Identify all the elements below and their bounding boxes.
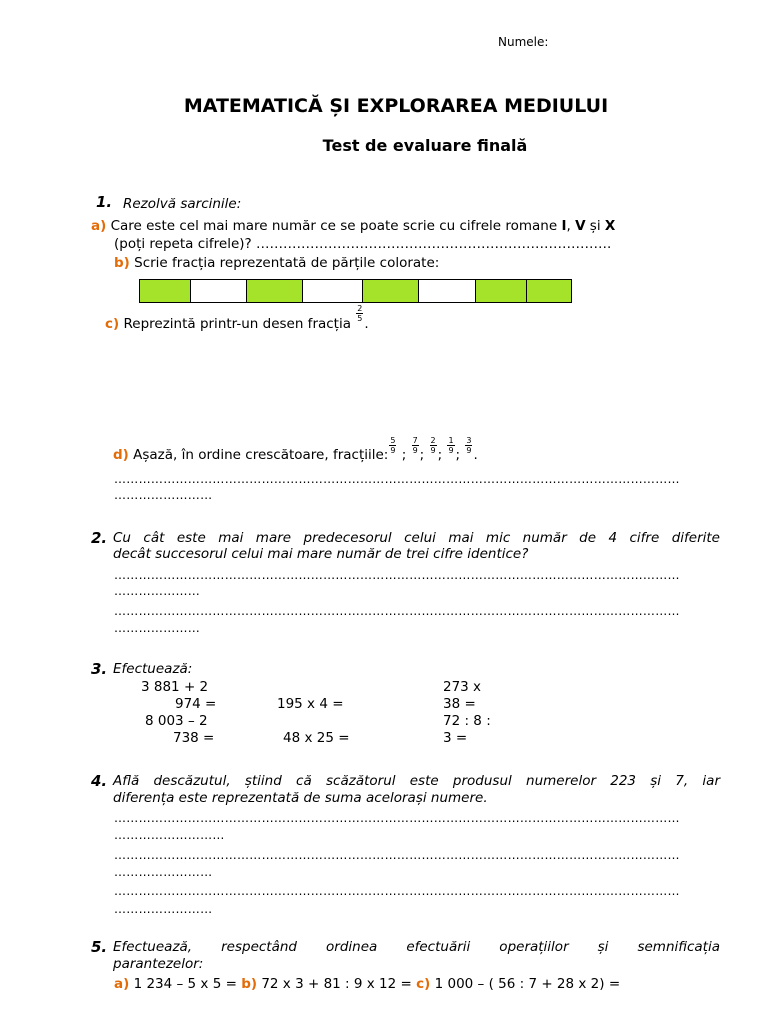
q5b-expr: 72 x 3 + 81 : 9 x 12 = [257, 976, 417, 992]
q4-answer-line-1[interactable]: ………………………………………………………………………………………………………………………… [114, 811, 680, 825]
q1c-label: c) [105, 316, 120, 332]
strip-cell-1 [140, 280, 191, 302]
q2-answer-line-3[interactable]: ………………………………………………………………………………………………………………………… [114, 604, 680, 618]
q4-answer-line-2[interactable]: ……………………… [114, 828, 225, 842]
q1c-line: c) Reprezintă printr-un desen fracția $\frac{2}{5}$ . [105, 304, 369, 332]
q2-number: 2. [91, 529, 108, 547]
q1a-label: a) [91, 218, 107, 234]
strip-cell-8 [527, 280, 571, 302]
q4-answer-line-4[interactable]: …………………… [114, 865, 213, 879]
q1d-text: Așază, în ordine crescătoare, fracțiile: [133, 447, 389, 463]
q4-answer-line-3[interactable]: ………………………………………………………………………………………………………………………… [114, 848, 680, 862]
q2-line2: decât succesorul celui mai mare număr de trei cifre identice? [113, 546, 529, 562]
q3-col1-line1: 3 881 + 2 [141, 679, 209, 695]
fraction-3: $\frac{2}{9}$ [430, 435, 436, 455]
q2-answer-line-1[interactable]: ………………………………………………………………………………………………………………………… [114, 568, 680, 582]
name-label: Numele: [498, 35, 549, 49]
q1b-label: b) [114, 255, 130, 271]
q5a-expr: 1 234 – 5 x 5 = [129, 976, 242, 992]
roman-v: V [575, 218, 586, 234]
strip-cell-7 [476, 280, 527, 302]
strip-cell-6 [419, 280, 476, 302]
q5b-label: b) [241, 976, 258, 992]
q4-number: 4. [91, 772, 108, 790]
fraction-4: $\frac{1}{9}$ [448, 435, 454, 455]
q3-col2-line1: 195 x 4 = [277, 696, 344, 712]
q2-answer-line-2[interactable]: ………………… [114, 584, 201, 598]
q3-col2-line2: 48 x 25 = [283, 730, 350, 746]
q1-text: Rezolvă sarcinile: [123, 196, 242, 212]
q4-line2: diferența este reprezentată de suma acelorași numere. [113, 790, 488, 806]
q3-text: Efectuează: [113, 661, 193, 677]
q3-col3-line1: 273 x [443, 679, 482, 695]
q1a-sep: , [566, 218, 576, 234]
q1a-line2: (poți repeta cifrele)? ……………………………………………………………………. [114, 236, 612, 252]
q3-col3-line2: 38 = [443, 696, 476, 712]
q1a-text: Care este cel mai mare număr ce se poate scrie cu cifrele romane [110, 218, 562, 234]
q1d-label: d) [113, 447, 129, 463]
q5-exercises [114, 976, 620, 992]
fraction-two-fifths: $\frac{2}{5}$ [357, 304, 363, 323]
strip-cell-5 [363, 280, 419, 302]
q2-line1: Cu cât este mai mare predecesorul celui mai mic număr de 4 cifre diferite [113, 530, 720, 546]
q3-col1-line4: 738 = [173, 730, 215, 746]
q5-line1: Efectuează, respectând ordinea efectuării operațiilor și semnificația [113, 939, 720, 955]
q1b-text: Scrie fracția reprezentată de părțile colorate: [134, 255, 440, 271]
strip-cell-2 [191, 280, 247, 302]
fraction-1: $\frac{5}{9}$ [390, 435, 396, 455]
q5c-label: c) [416, 976, 431, 992]
q1b-line [114, 255, 439, 271]
q1c-text: Reprezintă printr-un desen fracția [123, 316, 356, 332]
q3-col1-line2: 974 = [175, 696, 217, 712]
q3-col3-line3: 72 : 8 : [443, 713, 491, 729]
q1d-answer-line-1[interactable]: ………………………………………………………………………………………………………………………… [114, 472, 680, 486]
q3-number: 3. [91, 660, 108, 678]
q5-number: 5. [91, 938, 108, 956]
roman-i: I [561, 218, 567, 234]
fraction-strip [139, 279, 572, 303]
q4-answer-line-5[interactable]: ………………………………………………………………………………………………………………………… [114, 884, 680, 898]
q1d-answer-line-2[interactable]: …………………… [114, 488, 213, 502]
strip-cell-4 [303, 280, 363, 302]
fraction-2: $\frac{7}{9}$ [412, 435, 418, 455]
q5a-label: a) [114, 976, 130, 992]
q1d-line: d) Așază, în ordine crescătoare, fracțiile: $\frac{5}{9}$ ; $\frac{7}{9}$ ; $\frac{2}{9}$ ; $\frac{1}{9}$ ; $\frac{3}{9}$ . [113, 435, 478, 463]
q1a-line1 [91, 218, 615, 234]
q3-col3-line4: 3 = [443, 730, 468, 746]
roman-x: X [604, 218, 616, 234]
q1a-and: și [585, 218, 605, 234]
q5-line2: parantezelor: [113, 956, 204, 972]
q4-line1: Află descăzutul, știind că scăzătorul este produsul numerelor 223 și 7, iar [113, 773, 720, 789]
q4-answer-line-6[interactable]: …………………… [114, 902, 213, 916]
page-subtitle: Test de evaluare finală [322, 136, 528, 155]
fraction-5: $\frac{3}{9}$ [466, 435, 472, 455]
q1-number: 1. [96, 193, 113, 211]
strip-cell-3 [247, 280, 303, 302]
q2-answer-line-4[interactable]: ………………… [114, 621, 201, 635]
page-title: MATEMATICĂ ȘI EXPLORAREA MEDIULUI [183, 95, 609, 117]
q5c-expr: 1 000 – ( 56 : 7 + 28 x 2) = [430, 976, 621, 992]
q3-col1-line3: 8 003 – 2 [145, 713, 208, 729]
